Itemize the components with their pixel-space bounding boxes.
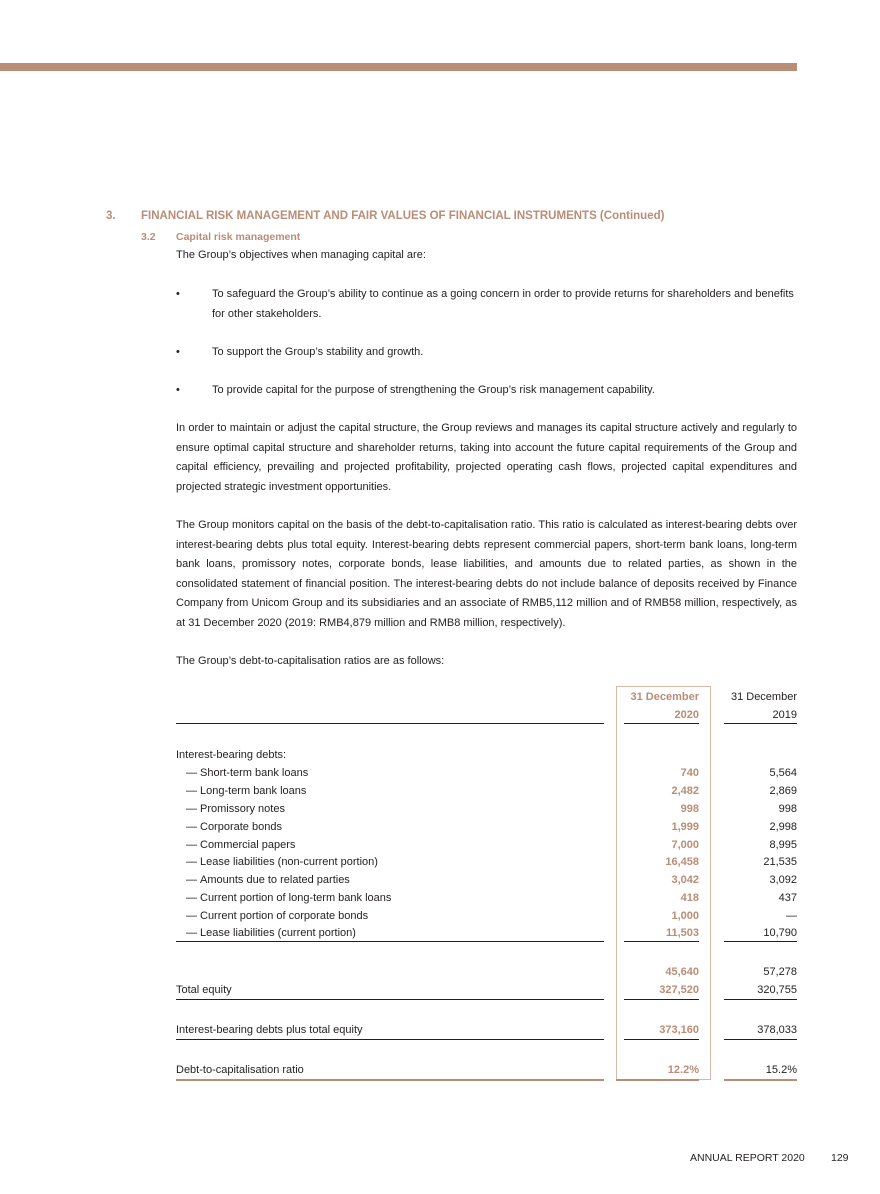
rule-capital-2020 bbox=[624, 1039, 699, 1040]
rule-equity-2019 bbox=[724, 999, 797, 1000]
table-row bbox=[176, 836, 797, 854]
row-label: Interest-bearing debts plus total equity bbox=[176, 1024, 363, 1036]
section-title bbox=[106, 210, 664, 222]
dash-icon: — bbox=[186, 839, 197, 851]
row-label: Short-term bank loans bbox=[200, 767, 309, 779]
value-2019: 21,535 bbox=[763, 856, 797, 868]
rule-equity-2020 bbox=[624, 999, 699, 1000]
row-label: Debt-to-capitalisation ratio bbox=[176, 1064, 304, 1076]
group-label: Interest-bearing debts: bbox=[176, 749, 287, 761]
value-2020: 1,000 bbox=[671, 910, 699, 922]
paragraph-capital-structure: In order to maintain or adjust the capital structure, the Group reviews and manages its capital structure actively and regularly to ensure optimal capital structure and shareholder returns, taking into account the future capital requirements of the Group and capital efficiency, prevailing and projected profitability, projected operating cash flows, projected capital expenditures and projected strategic investment opportunities. bbox=[176, 422, 797, 493]
dash-icon: — bbox=[186, 910, 197, 922]
intro-text: The Group’s objectives when managing capital are: bbox=[176, 249, 426, 261]
bullet-item bbox=[176, 285, 797, 324]
value-2020: 327,520 bbox=[659, 984, 699, 996]
value-2019: 437 bbox=[778, 892, 797, 904]
bullet-text: To provide capital for the purpose of strengthening the Group’s risk management capability. bbox=[212, 384, 655, 396]
dash-icon: — bbox=[186, 803, 197, 815]
col-2020-header-line1: 31 December bbox=[630, 691, 699, 703]
value-2019: 320,755 bbox=[757, 984, 797, 996]
value-2020: 7,000 bbox=[671, 839, 699, 851]
dash-icon: — bbox=[186, 821, 197, 833]
rule-debts-label bbox=[176, 941, 604, 942]
value-2019: 5,564 bbox=[769, 767, 797, 779]
dash-icon: — bbox=[186, 927, 197, 939]
value-2020: 740 bbox=[680, 767, 699, 779]
row-label: Current portion of long-term bank loans bbox=[200, 892, 392, 904]
value-2019: 378,033 bbox=[757, 1024, 797, 1036]
table-row bbox=[176, 853, 797, 871]
table-row-ratio bbox=[176, 1061, 797, 1079]
paragraph-monitoring: The Group monitors capital on the basis of the debt-to-capitalisation ratio. This ratio is calculated as interest-bearing debts over interest-bearing debts plus total equity. Interest-bearing debts represent commercial papers, short-term bank loans, long-term bank loans, promissory notes, corporate bonds, lease liabilities, and amounts due to related parties, as shown in the consolidated statement of financial position. The interest-bearing debts do not include balance of deposits received by Finance Company from Unicom Group and its subsidiaries and an associate of RMB5,112 million and of RMB58 million, respectively, as at 31 December 2020 (2019: RMB4,879 million and RMB8 million, respectively). bbox=[176, 519, 797, 629]
footer-report-title: ANNUAL REPORT 2020 bbox=[690, 1152, 805, 1164]
header-rule-2020 bbox=[624, 723, 699, 724]
page-number: 129 bbox=[831, 1152, 849, 1164]
paragraph-ratios-intro: The Group’s debt-to-capitalisation ratios are as follows: bbox=[176, 655, 445, 667]
col-2019-header-line2: 2019 bbox=[772, 709, 797, 721]
table-row bbox=[176, 800, 797, 818]
section-number: 3. bbox=[106, 210, 116, 222]
row-label: Amounts due to related parties bbox=[200, 874, 350, 886]
rule-capital-2019 bbox=[724, 1039, 797, 1040]
table-row bbox=[176, 924, 797, 942]
value-2020: 373,160 bbox=[659, 1024, 699, 1036]
dash-icon: — bbox=[186, 767, 197, 779]
value-2019: 10,790 bbox=[763, 927, 797, 939]
col-2020-header-line2: 2020 bbox=[674, 709, 699, 721]
row-label: Lease liabilities (current portion) bbox=[200, 927, 356, 939]
value-2020: 418 bbox=[680, 892, 699, 904]
table-row bbox=[176, 907, 797, 925]
rule-debts-2020 bbox=[624, 941, 699, 942]
table-row bbox=[176, 871, 797, 889]
dash-icon: — bbox=[186, 785, 197, 797]
value-2019: 2,869 bbox=[769, 785, 797, 797]
dash-icon: — bbox=[186, 856, 197, 868]
table-row bbox=[176, 782, 797, 800]
rule-ratio-2019 bbox=[724, 1079, 797, 1081]
value-2020: 3,042 bbox=[671, 874, 699, 886]
dash-icon: — bbox=[186, 892, 197, 904]
bullet-text: To support the Group’s stability and growth. bbox=[212, 346, 424, 358]
value-2019: 998 bbox=[778, 803, 797, 815]
top-accent-bar bbox=[0, 63, 797, 71]
row-label: Promissory notes bbox=[200, 803, 285, 815]
row-label: Long-term bank loans bbox=[200, 785, 307, 797]
subsection-title-text: Capital risk management bbox=[176, 231, 301, 243]
bullet-icon: • bbox=[176, 384, 180, 396]
value-2020: 16,458 bbox=[665, 856, 699, 868]
table-row-total-equity bbox=[176, 981, 797, 999]
row-label: Total equity bbox=[176, 984, 232, 996]
value-2020: 2,482 bbox=[671, 785, 699, 797]
row-label: Current portion of corporate bonds bbox=[200, 910, 369, 922]
value-2020: 1,999 bbox=[671, 821, 699, 833]
col-2019-header-line1: 31 December bbox=[730, 691, 797, 703]
table-row bbox=[176, 818, 797, 836]
header-rule-2019 bbox=[724, 723, 797, 724]
row-label: Corporate bonds bbox=[200, 821, 282, 833]
table-row-group-label bbox=[176, 746, 797, 764]
subtotal-2020: 45,640 bbox=[665, 966, 699, 978]
rule-ratio-label bbox=[176, 1079, 604, 1081]
section-title-text: FINANCIAL RISK MANAGEMENT AND FAIR VALUES OF FINANCIAL INSTRUMENTS (Continued) bbox=[141, 210, 665, 222]
bullet-text: To safeguard the Group’s ability to continue as a going concern in order to provide returns for shareholders and benefits for other stakeholders. bbox=[212, 288, 794, 320]
header-rule-label bbox=[176, 723, 604, 724]
subsection-number: 3.2 bbox=[141, 231, 156, 243]
value-2020: 11,503 bbox=[665, 927, 699, 939]
bullet-icon: • bbox=[176, 288, 180, 300]
rule-capital-label bbox=[176, 1039, 604, 1040]
rule-ratio-2020 bbox=[616, 1079, 699, 1081]
value-2019: — bbox=[786, 910, 797, 922]
subsection-title bbox=[141, 231, 300, 243]
value-2019: 8,995 bbox=[769, 839, 797, 851]
rule-debts-2019 bbox=[724, 941, 797, 942]
value-2020: 998 bbox=[680, 803, 699, 815]
bullet-icon: • bbox=[176, 346, 180, 358]
rule-equity-label bbox=[176, 999, 604, 1000]
table-row bbox=[176, 764, 797, 782]
row-label: Lease liabilities (non-current portion) bbox=[200, 856, 378, 868]
bullet-item bbox=[176, 381, 797, 401]
value-2019: 2,998 bbox=[769, 821, 797, 833]
bullet-item bbox=[176, 343, 797, 363]
table-row-debts-plus-equity bbox=[176, 1021, 797, 1039]
row-label: Commercial papers bbox=[200, 839, 296, 851]
table-row-subtotal bbox=[176, 963, 797, 981]
dash-icon: — bbox=[186, 874, 197, 886]
value-2020: 12.2% bbox=[667, 1064, 699, 1076]
value-2019: 3,092 bbox=[769, 874, 797, 886]
table-row bbox=[176, 889, 797, 907]
value-2019: 15.2% bbox=[765, 1064, 797, 1076]
subtotal-2019: 57,278 bbox=[763, 966, 797, 978]
